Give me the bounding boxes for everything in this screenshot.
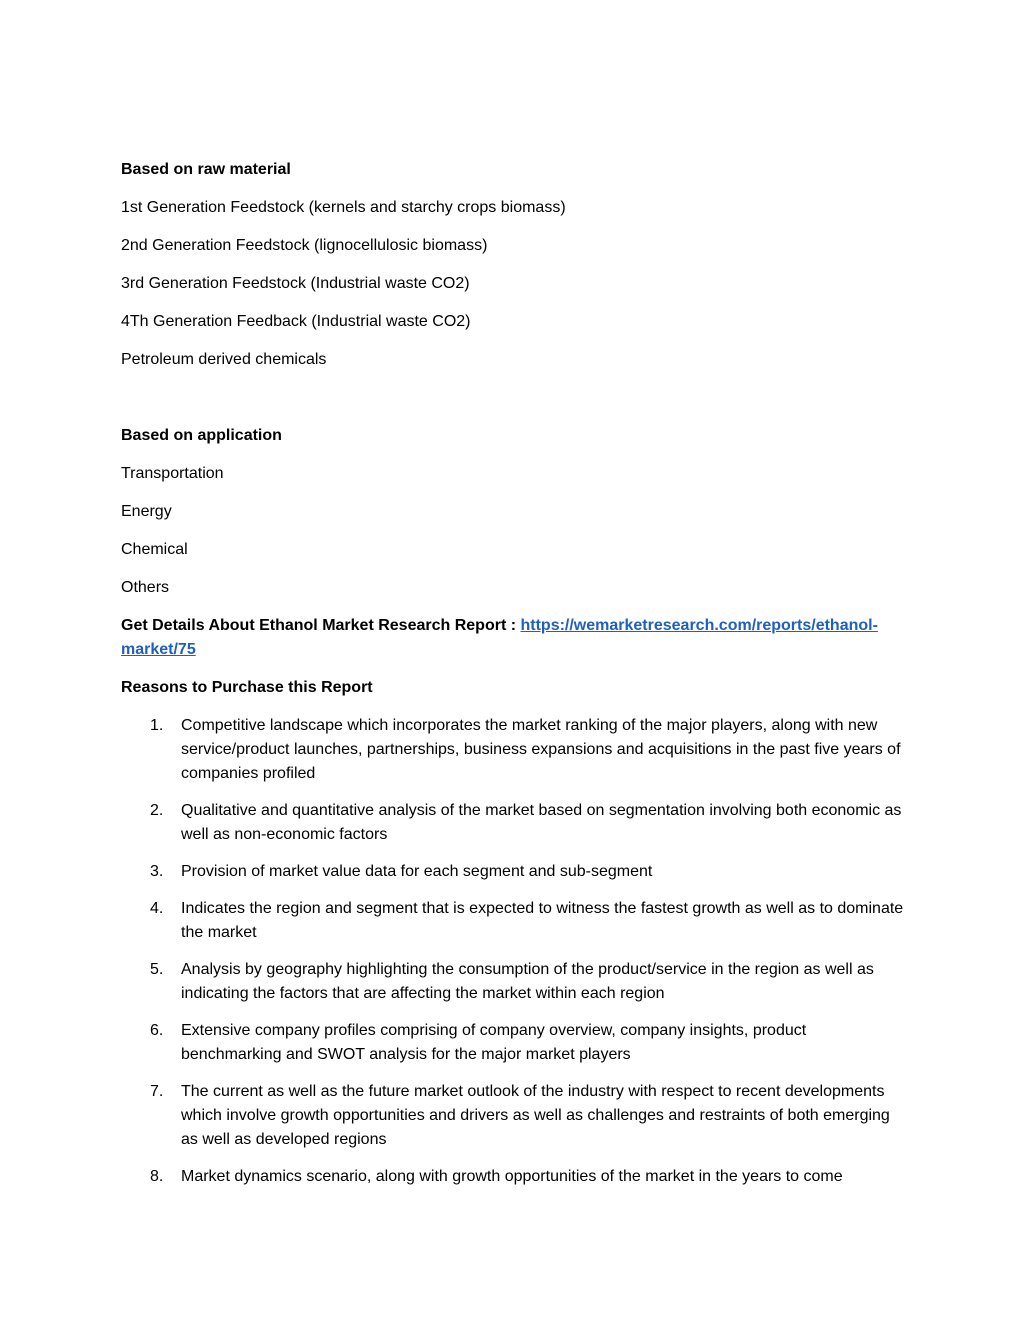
section-spacer: [121, 386, 911, 424]
reasons-heading: Reasons to Purchase this Report: [121, 679, 373, 696]
list-number: 8.: [150, 1168, 164, 1185]
list-item: [150, 860, 911, 884]
list-item: [150, 1019, 911, 1067]
list-item: [150, 897, 911, 945]
raw-material-heading: Based on raw material: [121, 161, 291, 178]
application-item: Chemical: [121, 541, 188, 558]
list-text: Analysis by geography highlighting the consumption of the product/service in the region as well as indicating the factors that are affecting the market within each region: [181, 961, 874, 1002]
list-item: [150, 1165, 911, 1189]
raw-material-item: 3rd Generation Feedstock (Industrial waste CO2): [121, 275, 470, 292]
report-link[interactable]: https://wemarketresearch.com/reports/ethanol-market/75: [121, 617, 878, 658]
raw-material-item: 1st Generation Feedstock (kernels and starchy crops biomass): [121, 199, 566, 216]
application-heading: Based on application: [121, 427, 282, 444]
list-number: 3.: [150, 863, 164, 880]
list-item: [150, 799, 911, 847]
list-item: [150, 1080, 911, 1152]
list-item: [150, 958, 911, 1006]
raw-material-item: Petroleum derived chemicals: [121, 351, 327, 368]
list-item: [150, 714, 911, 786]
application-item: Transportation: [121, 465, 224, 482]
list-text: Indicates the region and segment that is expected to witness the fastest growth as well as to dominate the market: [181, 900, 904, 941]
list-text: Provision of market value data for each segment and sub-segment: [181, 863, 653, 880]
details-label: Get Details About Ethanol Market Research Report :: [121, 617, 521, 634]
list-number: 6.: [150, 1022, 164, 1039]
details-paragraph: [121, 614, 911, 662]
application-item: Energy: [121, 503, 172, 520]
list-text: The current as well as the future market outlook of the industry with respect to recent developments which involve growth opportunities and drivers as well as challenges and restraints of both emerging as well as developed regions: [181, 1083, 890, 1148]
list-number: 5.: [150, 961, 164, 978]
document-content: [121, 158, 911, 1202]
reasons-list: [121, 714, 911, 1189]
list-text: Market dynamics scenario, along with growth opportunities of the market in the years to come: [181, 1168, 843, 1185]
raw-material-item: 2nd Generation Feedstock (lignocellulosic biomass): [121, 237, 488, 254]
list-text: Competitive landscape which incorporates the market ranking of the major players, along with new service/product launches, partnerships, business expansions and acquisitions in the past five years of companies profiled: [181, 717, 901, 782]
list-text: Qualitative and quantitative analysis of the market based on segmentation involving both economic as well as non-economic factors: [181, 802, 902, 843]
list-number: 7.: [150, 1083, 164, 1100]
list-number: 1.: [150, 717, 164, 734]
application-item: Others: [121, 579, 170, 596]
list-number: 4.: [150, 900, 164, 917]
list-number: 2.: [150, 802, 164, 819]
list-text: Extensive company profiles comprising of company overview, company insights, product benchmarking and SWOT analysis for the major market players: [181, 1022, 807, 1063]
raw-material-item: 4Th Generation Feedback (Industrial waste CO2): [121, 313, 471, 330]
